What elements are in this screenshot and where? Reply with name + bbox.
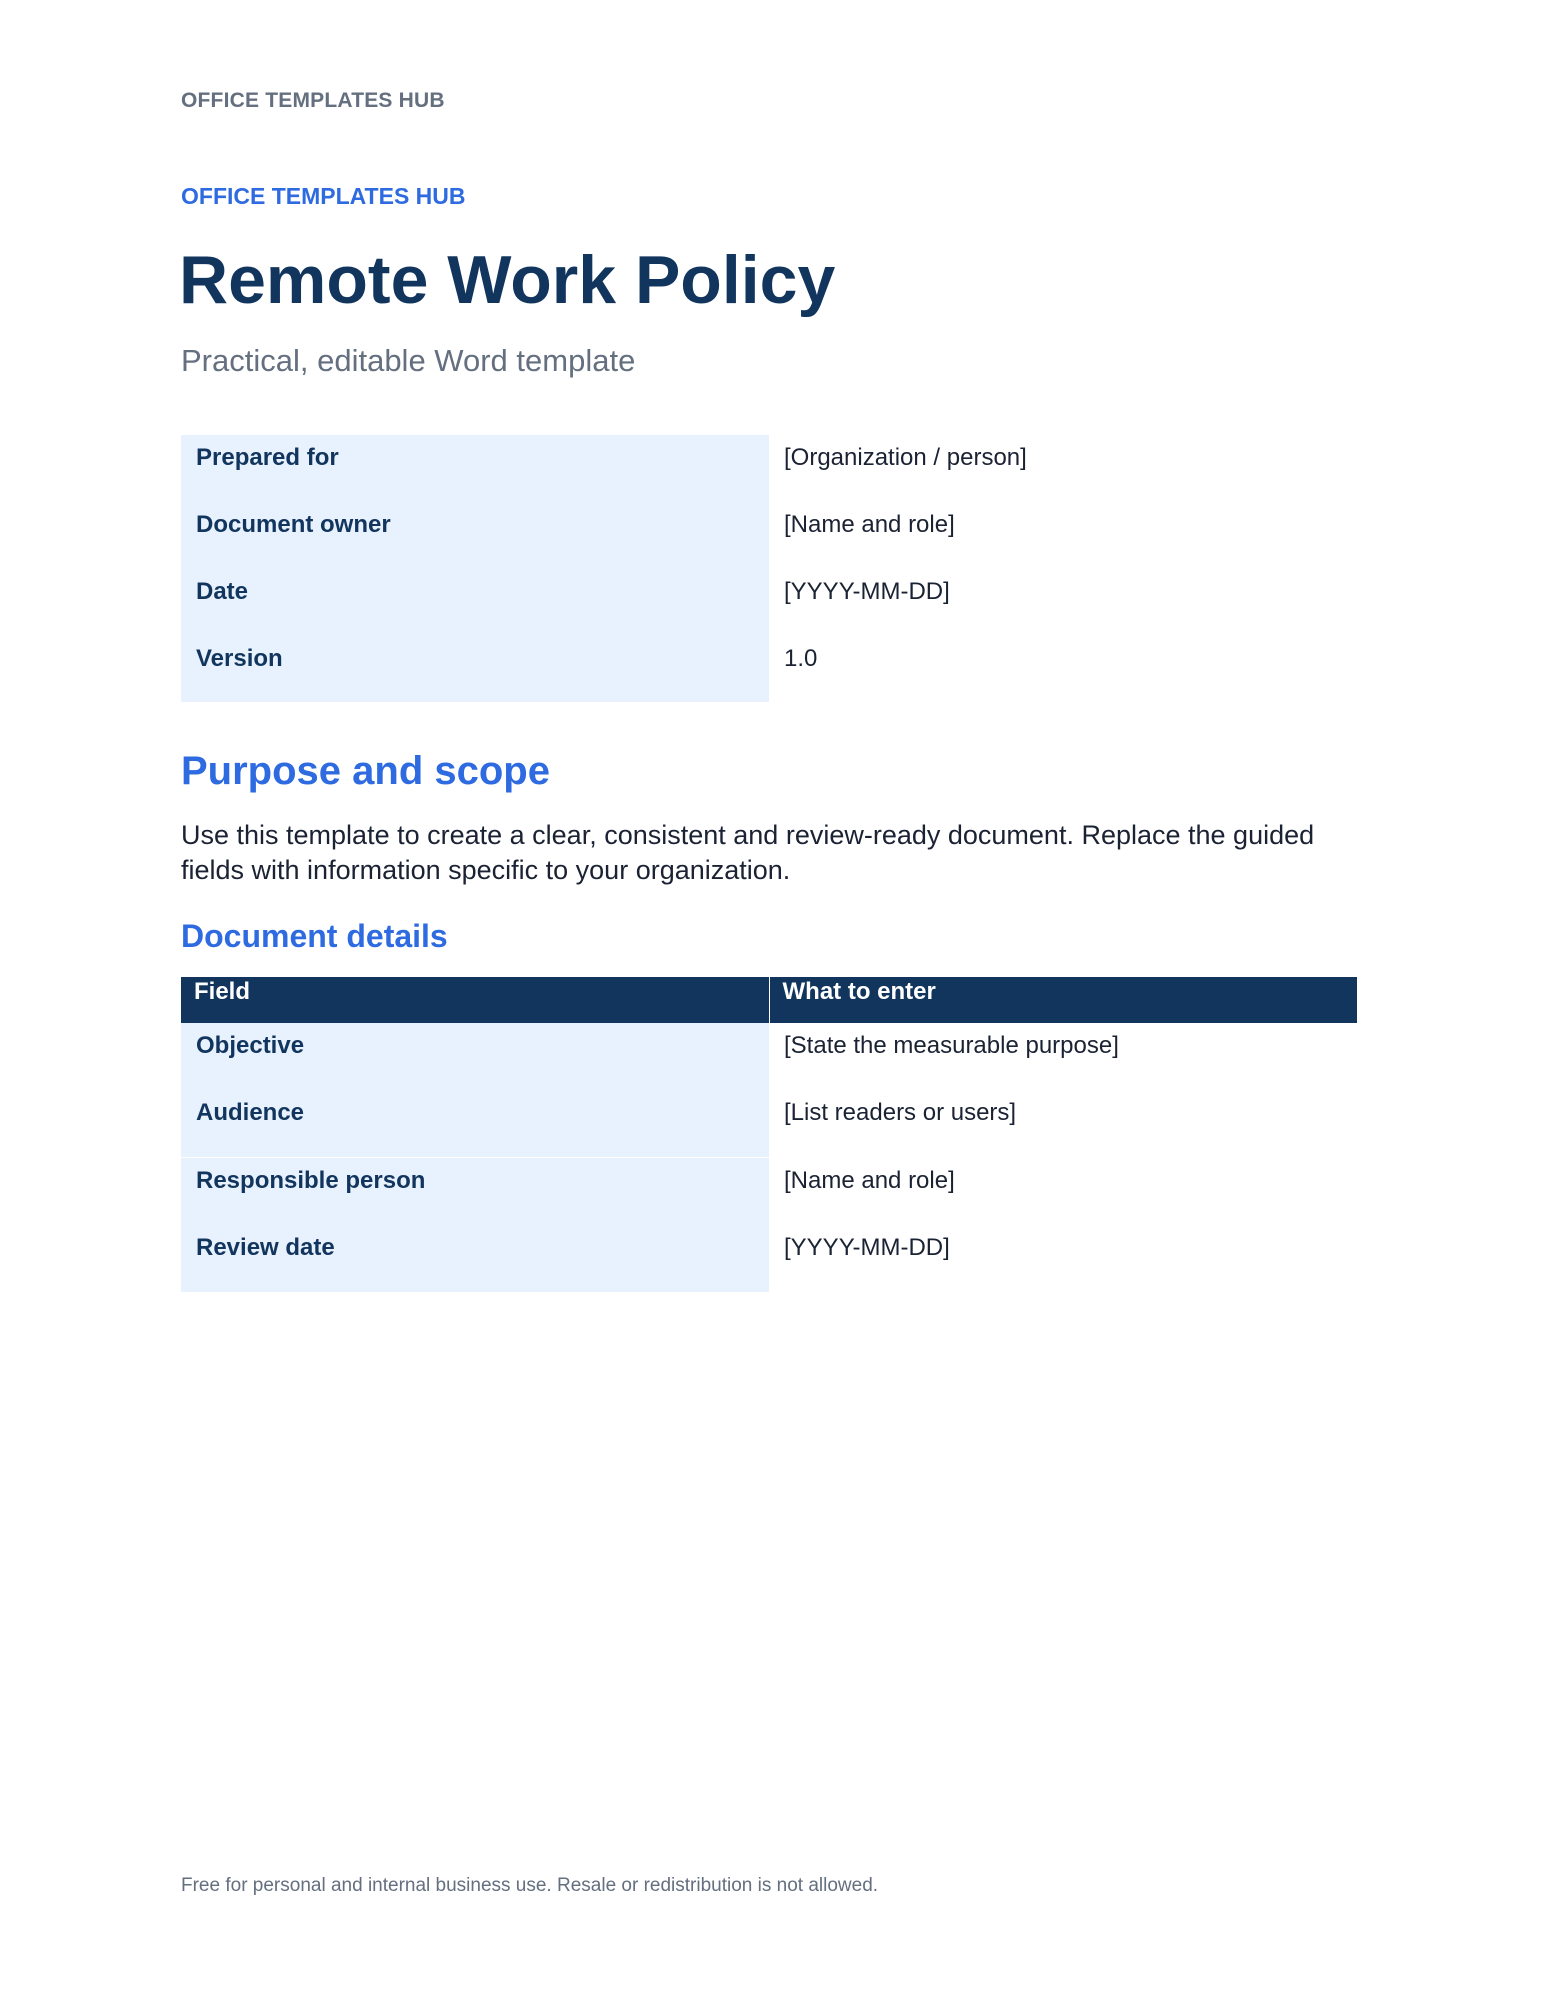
metadata-table (181, 435, 1357, 702)
responsible-person-label: Responsible person (181, 1158, 769, 1226)
column-header-field: Field (181, 977, 769, 1023)
review-date-label: Review date (181, 1225, 769, 1292)
table-row (181, 636, 1357, 702)
date-label: Date (181, 569, 769, 636)
document-title: Remote Work Policy (179, 242, 836, 318)
objective-label: Objective (181, 1023, 769, 1090)
details-heading: Document details (181, 918, 448, 954)
prepared-for-label: Prepared for (181, 435, 769, 502)
document-owner-value[interactable]: [Name and role] (769, 502, 1357, 569)
license-footer: Free for personal and internal business use. Resale or redistribution is not allowed. (181, 1875, 879, 1896)
table-row (181, 569, 1357, 636)
table-row (181, 1090, 1357, 1158)
audience-value[interactable]: [List readers or users] (769, 1090, 1357, 1158)
review-date-value[interactable]: [YYYY-MM-DD] (769, 1225, 1357, 1292)
audience-label: Audience (181, 1090, 769, 1158)
prepared-for-value[interactable]: [Organization / person] (769, 435, 1357, 502)
table-row (181, 1158, 1357, 1226)
responsible-person-value[interactable]: [Name and role] (769, 1158, 1357, 1226)
table-row (181, 435, 1357, 502)
brand-label: OFFICE TEMPLATES HUB (181, 183, 466, 209)
date-value[interactable]: [YYYY-MM-DD] (769, 569, 1357, 636)
table-header-row (181, 977, 1357, 1023)
table-row (181, 1023, 1357, 1090)
running-header: OFFICE TEMPLATES HUB (181, 89, 445, 112)
document-details-table (181, 977, 1357, 1292)
objective-value[interactable]: [State the measurable purpose] (769, 1023, 1357, 1090)
column-header-what-to-enter: What to enter (769, 977, 1357, 1023)
document-owner-label: Document owner (181, 502, 769, 569)
version-value[interactable]: 1.0 (769, 636, 1357, 702)
purpose-heading: Purpose and scope (181, 749, 550, 793)
document-subtitle: Practical, editable Word template (181, 343, 636, 378)
purpose-body[interactable]: Use this template to create a clear, consistent and review-ready document. Replace the guided fields with information specific to your organization. (181, 820, 1315, 885)
table-row (181, 1225, 1357, 1292)
version-label: Version (181, 636, 769, 702)
table-row (181, 502, 1357, 569)
